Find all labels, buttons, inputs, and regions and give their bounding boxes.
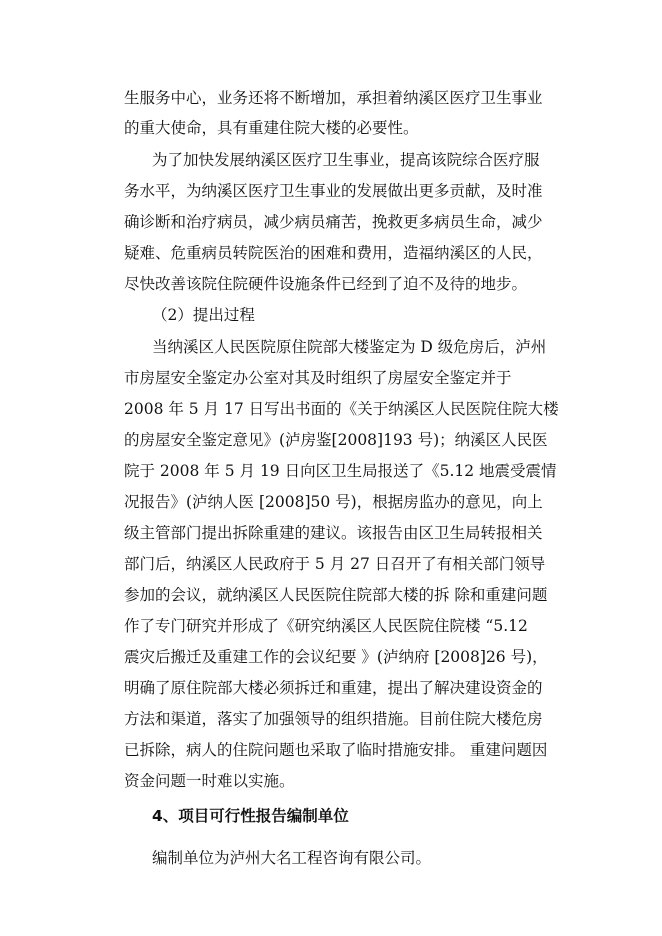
text-line: 况报告》(泸纳人医 [2008]50 号)，根据房监办的意见，向上 [124,493,543,511]
text-line: 部门后，纳溪区人民政府于 5 月 27 日召开了有相关部门领导 [124,555,546,573]
text-line: 疑难、危重病员转院医治的困难和费用，造福纳溪区的人民， [124,244,543,262]
text-line: 编制单位为泸州大名工程咨询有限公司。 [152,849,432,867]
text-line: 生服务中心，业务还将不断增加，承担着纳溪区医疗卫生事业 [124,89,543,107]
text-line: 2008 年 5 月 17 日写出书面的《关于纳溪区人民医院住院大楼 [124,400,559,418]
section-heading: （2）提出过程 [152,306,255,324]
text-line: 参加的会议，就纳溪区人民医院住院部大楼的拆 除和重建问题 [124,586,548,604]
text-line: 市房屋安全鉴定办公室对其及时组织了房屋安全鉴定并于 [124,369,512,387]
text-line: 级主管部门提出拆除重建的建议。该报告由区卫生局转报相关 [124,524,543,542]
text-line: 明确了原住院部大楼必须拆迁和重建，提出了解决建设资金的 [124,679,543,697]
text-line: 已拆除，病人的住院问题也采取了临时措施安排。 重建问题因 [124,741,548,759]
text-line: 震灾后搬迁及重建工作的会议纪要 》(泸纳府 [2008]26 号)， [124,648,548,666]
text-line: 当纳溪区人民医院原住院部大楼鉴定为 D 级危房后，泸州 [152,338,547,356]
text-line: 的房屋安全鉴定意见》(泸房鉴[2008]193 号)；纳溪区人民医 [124,431,548,449]
section-heading: 4、项目可行性报告编制单位 [152,807,349,825]
text-line: 尽快改善该院住院硬件设施条件已经到了迫不及待的地步。 [124,275,528,293]
text-line: 院于 2008 年 5 月 19 日向区卫生局报送了《5.12 地震受震情 [124,462,557,480]
text-line: 为了加快发展纳溪区医疗卫生事业，提高该院综合医疗服 [152,151,540,169]
text-line: 资金问题一时难以实施。 [124,772,295,790]
text-line: 方法和渠道，落实了加强领导的组织措施。目前住院大楼危房 [124,710,543,728]
text-line: 的重大使命，具有重建住院大楼的必要性。 [124,119,419,137]
text-line: 确诊断和治疗病员，减少病员痛苦，挽救更多病员生命，减少 [124,213,543,231]
text-line: 作了专门研究并形成了《研究纳溪区人民医院住院楼 “5.12 [124,617,528,635]
text-line: 务水平，为纳溪区医疗卫生事业的发展做出更多贡献，及时准 [124,182,543,200]
